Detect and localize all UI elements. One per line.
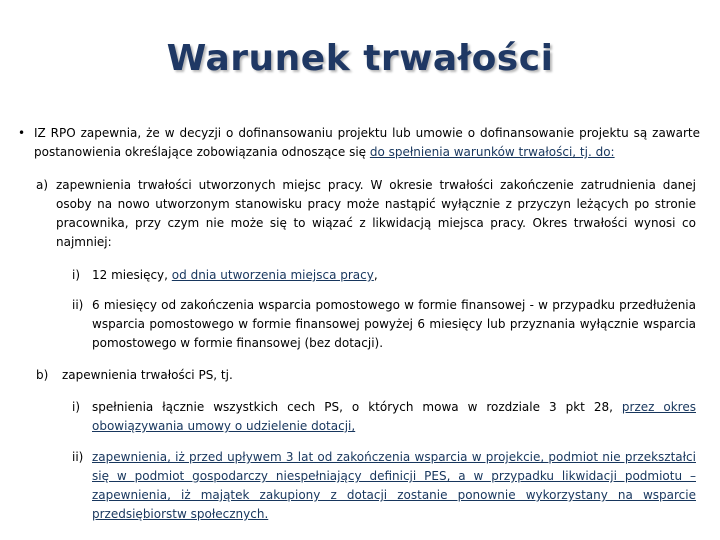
item-b-sub-i-underlined: przez okres obowiązywania umowy o udzielenie dotacji,	[92, 400, 696, 433]
item-b-sub-i-text	[92, 398, 696, 436]
item-b-sub-ii-marker: ii)	[72, 450, 84, 464]
item-a-sub-i-marker: i)	[72, 268, 81, 282]
intro-plain: IZ RPO zapewnia, że w decyzji o dofinansowaniu projektu lub umowie o dofinansowanie projektu są zawarte postanowienia określające zobowiązania odnoszące się	[34, 126, 700, 159]
slide-title: Warunek trwałości	[166, 38, 554, 79]
item-a-sub-i-underlined: od dnia utworzenia miejsca pracy	[171, 268, 374, 282]
item-b-sub-ii-text	[92, 448, 696, 524]
intro-underlined: do spełnienia warunków trwałości, tj. do:	[369, 145, 615, 159]
intro-bullet	[18, 124, 700, 162]
item-b	[36, 366, 696, 385]
item-b-sub-ii-underlined: zapewnienia, iż przed upływem 3 lat od zakończenia wsparcia w projekcie, podmiot nie przekształci się w podmiot gospodarczy niespełniający definicji PES, a w przypadku likwidacji podmiotu – zapewnienia, iż majątek zakupiony z dotacji zostanie ponownie wykorzystany na wsparcie przedsiębiorstw społecznych.	[92, 450, 696, 521]
item-b-sub-ii	[72, 448, 696, 524]
item-b-marker: b)	[36, 368, 49, 382]
item-b-sub-i	[72, 398, 696, 436]
item-b-text: zapewnienia trwałości PS, tj.	[62, 368, 233, 382]
item-a-sub-i-text	[92, 266, 696, 285]
item-b-sub-i-marker: i)	[72, 400, 81, 414]
item-b-sub-i-plain: spełnienia łącznie wszystkich cech PS, o których mowa w rozdziale 3 pkt 28,	[92, 400, 622, 414]
item-a-sub-i-tail: ,	[373, 268, 378, 282]
item-a-sub-ii-text: 6 miesięcy od zakończenia wsparcia pomostowego w formie finansowej - w przypadku przedłużenia wsparcia pomostowego w formie finansowej powyżej 6 miesięcy lub przyznania wyłącznie wsparcia pomostowego w formie finansowej (bez dotacji).	[92, 298, 696, 350]
bullet-marker: •	[18, 126, 26, 140]
item-a-marker: a)	[36, 178, 49, 192]
item-a-sub-i-plain: 12 miesięcy,	[92, 268, 172, 282]
item-a-sub-ii	[72, 296, 696, 353]
item-a-sub-ii-marker: ii)	[72, 298, 84, 312]
item-a	[36, 176, 696, 252]
item-a-text: zapewnienia trwałości utworzonych miejsc pracy. W okresie trwałości zakończenie zatrudnienia danej osoby na nowo utworzonym stanowisku pracy może nastąpić wyłącznie z przyczyn leżących po stronie pracownika, przy czym nie może się to wiązać z likwidacją miejsca pracy. Okres trwałości wynosi co najmniej:	[56, 178, 696, 249]
item-a-sub-i	[72, 266, 696, 285]
intro-text	[34, 124, 700, 162]
